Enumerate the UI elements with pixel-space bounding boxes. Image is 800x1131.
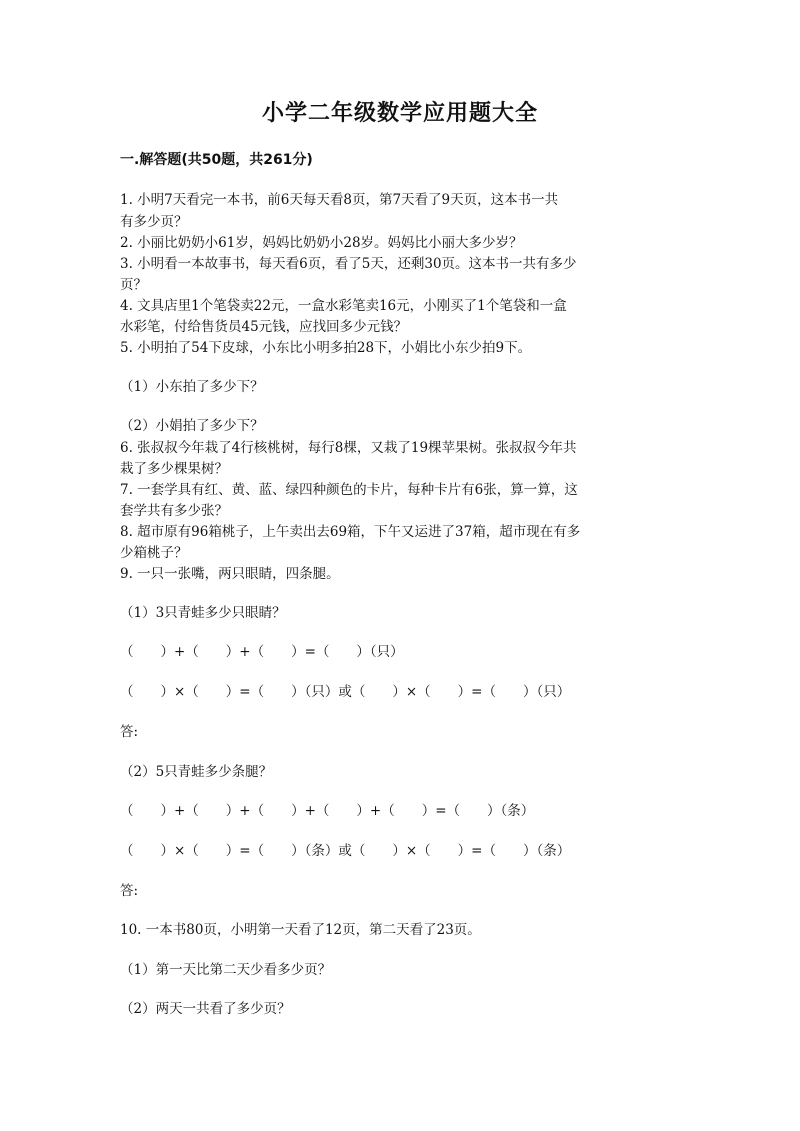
question-5-sub-1: （1）小东拍了多少下？ [120, 379, 264, 395]
question-9-sub-1: （1）3只青蛙多少只眼睛？ [120, 605, 286, 621]
question-9-answer-1: 答: [120, 724, 139, 740]
section-heading: 一.解答题(共50题，共261分) [120, 152, 313, 168]
question-8-line-2: 少箱桃子？ [120, 545, 188, 561]
question-2: 2. 小丽比奶奶小61岁，妈妈比奶奶小28岁。妈妈比小丽大多少岁？ [120, 235, 523, 251]
question-9-blank-add-1: （ ）+（ ）+（ ）=（ ）（只） [120, 644, 404, 660]
question-10-sub-2: （2）两天一共看了多少页？ [120, 1001, 291, 1017]
question-3-line-2: 页？ [120, 277, 147, 293]
question-7-line-2: 套学共有多少张？ [120, 503, 228, 519]
question-4-line-2: 水彩笔，付给售货员45元钱，应找回多少元钱？ [120, 319, 408, 335]
question-9-blank-add-2: （ ）+（ ）+（ ）+（ ）+（ ）=（ ）（条） [120, 803, 535, 819]
question-1-line-1: 1. 小明7天看完一本书，前6天每天看8页，第7天看了9天页，这本书一共 [120, 192, 559, 208]
question-4-line-1: 4. 文具店里1个笔袋卖22元，一盒水彩笔卖16元，小刚买了1个笔袋和一盒 [120, 298, 567, 314]
question-9: 9. 一只一张嘴，两只眼睛，四条腿。 [120, 566, 340, 582]
question-7-line-1: 7. 一套学具有红、黄、蓝、绿四种颜色的卡片，每种卡片有6张，算一算，这 [120, 482, 578, 498]
question-6-line-2: 栽了多少棵果树？ [120, 461, 228, 477]
question-9-sub-2: （2）5只青蛙多少条腿？ [120, 764, 273, 780]
question-5-sub-2: （2）小娟拍了多少下？ [120, 418, 264, 434]
question-8-line-1: 8. 超市原有96箱桃子，上午卖出去69箱，下午又运进了37箱，超市现在有多 [120, 524, 581, 540]
question-3-line-1: 3. 小明看一本故事书，每天看6页，看了5天，还剩30页。这本书一共有多少 [120, 256, 577, 272]
question-5: 5. 小明拍了54下皮球，小东比小明多拍28下，小娟比小东少拍9下。 [120, 340, 532, 356]
question-10: 10. 一本书80页，小明第一天看了12页，第二天看了23页。 [120, 922, 481, 938]
question-9-blank-mul-1: （ ）×（ ）=（ ）（只）或（ ）×（ ）=（ ）（只） [120, 684, 571, 700]
page-title: 小学二年级数学应用题大全 [261, 101, 538, 126]
question-1-line-2: 有多少页？ [120, 214, 188, 230]
question-9-blank-mul-2: （ ）×（ ）=（ ）（条）或（ ）×（ ）=（ ）（条） [120, 843, 571, 859]
question-6-line-1: 6. 张叔叔今年栽了4行核桃树，每行8棵，又栽了19棵苹果树。张叔叔今年共 [120, 440, 577, 456]
question-10-sub-1: （1）第一天比第二天少看多少页？ [120, 962, 332, 978]
question-9-answer-2: 答: [120, 883, 139, 899]
